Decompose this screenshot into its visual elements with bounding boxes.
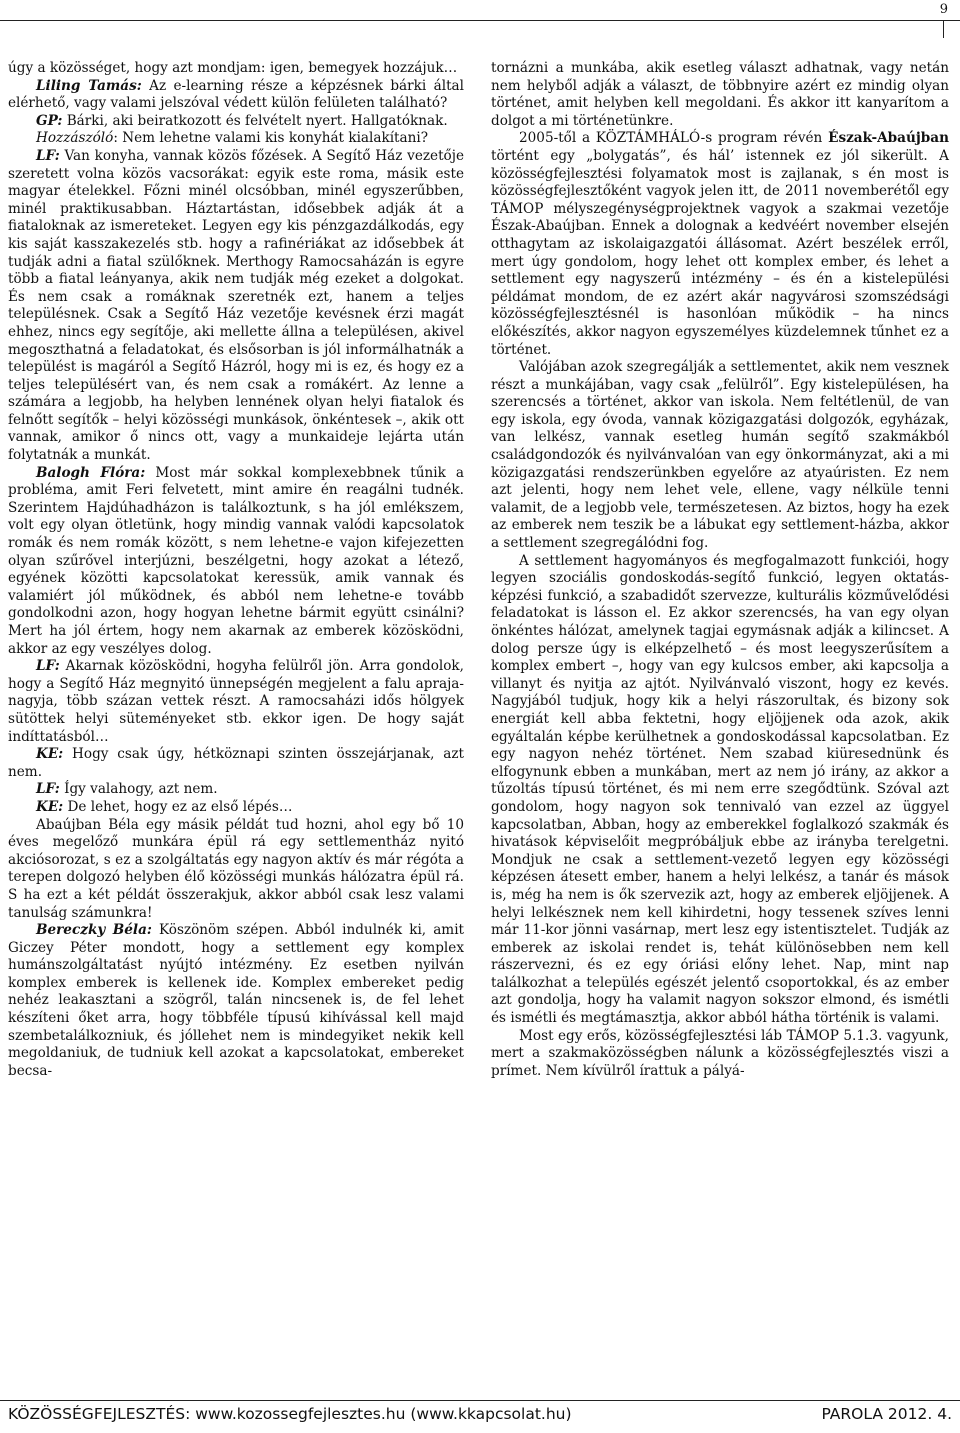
text-run: : Nem lehetne valami kis konyhát kialakítani? [113, 130, 429, 147]
text-run: 2005-től a KÖZTÁMHÁLÓ-s program révén [519, 130, 829, 147]
text-run: A settlement hagyományos és megfogalmazott funkciói, hogy legyen szociális gondoskodás-segítő funkció, legyen oktatás-képzési funkció, a szabadidőt szervezze, kulturális közművelődési feladatokat is lásson el. Ez akkor szerencsés, ha van egy olyan önkéntes hálózat, amelynek tagjai egymásnak adják a kilincset. A dolog persze úgy is elképzelhető – és most leegyszerűsítem a komplex embert –, hogy van egy kulcsos ember, aki kapcsolja a villanyt és nyitja az ajtót. Nyilvánvaló viszont, hogy ez kevés. Nagyjából tudjuk, hogy kik a helyi rászorultak, és bizony sok energiát kell abba fektetni, hogy eljöjjenek oda azok, akik egyáltalán képbe kerülhetnek a gondoskodással kapcsolatban. Ez egy nagyon nehéz történet. Nem szabad kiüresednünk és elfogynunk ebben a munkában, mert az nem jó irány, az akkor a tűzoltás típusú történet, és mi nem erre szegődtünk. Szóval azt gondolom, hogy nagyon sok tennivaló van ezzel az üggyel kapcsolatban, Abban, hogy az emberekkel foglalkozó szakmák és hivatások képviselőit megpróbáljuk ebbe az irányba terelgetni. Mondjuk ne csak a settlement-vezető legyen egy közösségi képzésen átesett ember, hanem a helyi lelkész, a tanár és mások is, még ha nem is ők szervezik azt, hogy az emberek eljöjjenek. A helyi lelkésznek nem kell kihirdetni, hogy tessenek szíves lenni már 11-kor jönni vasárnap, mert lesz egy istentisztelet. Tudják az emberek az iskolai rendet is, tehát különösebben nem kell rászervezni, és ez egy óriási előny lehet. Nap, mint nap találkozhat a település egészét jelentő csoportokkal, és az ember azt gondolja, hogy ha valamit nagyon sokszor elmond, és ismétli és ismétli és megtámasztja, akkor abból hátha történik is valami. [491, 552, 949, 1027]
text-run: történt egy „bolygatás”, és hál’ istennek ez jól sikerült. A közösségfejlesztési folyamatok most is zajlanak, s én most is közösségfejlesztőként vagyok jelen itt, de 2011 novemberétől egy TÁMOP mélyszegénységprojektnek vagyok a szakmai vezetője Észak-Abaújban. Ennek a dolognak a kedvéért november elsején otthagytam az iskolaigazgatói állásomat. Azért beszélek erről, mert úgy gondolom, hogy lehet ott komplex ember, és lehet a settlement egy nagyszerű intézmény – és én a kistelepülési példámat mondom, de ez azért akár nagyvárosi szomszédsági közösségfejlesztésnél is hasonlóan működik – ha nincs előkészítés, akkor nagyon egyszemélyes küzdelemnek tűnhet ez a történet. [491, 147, 949, 358]
footer-rule [0, 1400, 960, 1401]
paragraph [8, 658, 464, 746]
header-rule [0, 20, 960, 21]
speaker-name: Liling Tamás: [36, 77, 142, 94]
text-run: Abaújban Béla egy másik példát tud hozni, ahol egy bő 10 éves megelőző munkára épül rá egy settlementház nyitó akciósorozat, s ez a szolgáltatás egy nagyon aktív és már régóta a terepen dolgozó helyben élő közösségi munkás hálózatra épül rá. S ha ezt a két példát összerakjuk, akkor abból csak lesz valami tanulság számunkra! [8, 816, 464, 921]
speaker-name: KE: [36, 746, 64, 763]
paragraph [8, 746, 464, 781]
speaker-name: KE: [36, 798, 64, 815]
paragraph [491, 1028, 949, 1081]
paragraph [491, 130, 949, 359]
speaker-name: Balogh Flóra: [36, 464, 146, 481]
paragraph [8, 113, 464, 131]
footer [8, 1405, 952, 1429]
paragraph [8, 922, 464, 1080]
text-run: Az e-learning része a képzésnek bárki által elérhető, vagy valami jelszóval védett külön felületen található? [8, 77, 464, 112]
paragraph [8, 130, 464, 148]
paragraph [8, 817, 464, 923]
footer-journal-title: KÖZÖSSÉGFEJLESZTÉS: www.kozossegfejlesztes.hu (www.kkapcsolat.hu) [8, 1405, 572, 1423]
text-run: Hogy csak úgy, hétköznapi szinten összejárjanak, azt nem. [8, 746, 464, 780]
text-run: Valójában azok szegregálják a settlementet, akik nem vesznek részt a munkájában, vagy csak „felülről”. Egy kistelepülésen, ha szerencsés a történet, akkor van iskola. Nem feltétlenül, de van egy iskola, egy óvoda, vannak közigazgatási dolgozók, egyházak, van lelkész, vannak esetleg humán segítő szakmákból családgondozók és nyilvánvalóan van egy önkormányzat, aki a mi közigazgatási rendszerünkben egyelőre az atyaúristen. Ez nem azt jelenti, hogy nem lehet vele, ellene, vagy nélküle tenni valamit, de a legjobb vele, természetesen. Az biztos, hogy ha ezek az emberek nem teszik be a lábukat egy settlement-házba, akkor a settlement szegregálódni fog. [491, 359, 949, 552]
left-column [8, 60, 464, 1080]
paragraph [491, 553, 949, 1028]
paragraph [8, 465, 464, 659]
text-run: Köszönöm szépen. Abból indulnék ki, amit Giczey Péter mondott, hogy a settlement egy komplex humánszolgáltatást nyújtó intézmény. Ez esetben nyilván komplex emberek is kellenek ide. Komplex embereket pedig nehéz leakasztani a szögről, talán nincsenek is, de fel lehet készíteni őket arra, hogy többféle típusú kihívással kell majd szembetalálkozniuk, és jóllehet nem is mindegyiket nekik kell megoldaniuk, de tudniuk kell azokat a kapcsolatokat, embereket becsa- [8, 922, 465, 1079]
text-run: Így valahogy, azt nem. [59, 781, 218, 798]
speaker-name: LF: [36, 658, 60, 675]
text-run: Most már sokkal komplexebbnek tűnik a probléma, amit Feri felvetett, mint amire én reagálni tudnék. Szerintem Hajdúhadházon is találkoztunk, s ha jól emlékszem, volt egy olyan ötletünk, hogy mindig vannak valódi kapcsolatok romák és nem romák között, s nem lehetne-e vajon kifejezetten olyan szűrővel interjúzni, beszélgetni, hogy azokat a létező, egyének közötti kapcsolatokat keressük, amik vannak és valamiért jól működnek, és abból nem lehetne-e tovább gondolkodni azon, hogy hogyan lehetne bármit együtt csinálni? Mert ha jól értem, hogy nem akarnak az emberek közösködni, akkor az egy veszélyes dolog. [8, 464, 464, 657]
speaker-name: Hozzászóló [36, 130, 114, 147]
footer-issue: PAROLA 2012. 4. [821, 1405, 952, 1423]
paragraph [8, 148, 464, 465]
speaker-name: GP: [36, 112, 63, 129]
paragraph [8, 78, 464, 113]
speaker-name: Bereczky Béla: [36, 922, 152, 939]
text-run: Bárki, aki beiratkozott és felvételt nyert. Hallgatóknak. [62, 112, 448, 129]
emphasis-text: Észak-Abaújban [828, 130, 949, 147]
text-run: úgy a közösséget, hogy azt mondjam: igen, bemegyek hozzájuk… [8, 60, 458, 76]
text-run: Akarnak közösködni, hogyha felülről jön. Arra gondolok, hogy a Segítő Ház megnyitó ünnepségén megjelent a falu apraja-nagyja, több százan vettek részt. A ramocsaházi idős hölgyek sütöttek helyi süteményeket stb. ekkor igen. De hogy saját indíttatásból… [8, 658, 464, 745]
right-column [491, 60, 949, 1080]
page-number: 9 [939, 2, 948, 17]
paragraph [491, 359, 949, 553]
paragraph [8, 60, 464, 78]
text-run: Most egy erős, közösségfejlesztési láb TÁMOP 5.1.3. vagyunk, mert a szakmaközösségben nálunk a közösségfejlesztés viszi a prímet. Nem kívülről írattuk a pályá- [491, 1027, 949, 1079]
header-rule-end [943, 20, 944, 38]
speaker-name: LF: [36, 781, 60, 798]
speaker-name: LF: [36, 147, 60, 164]
paragraph [8, 799, 464, 817]
paragraph [491, 60, 949, 130]
text-run: tornázni a munkába, akik esetleg választ adhatnak, vagy netán nem helyből adják a választ, de többnyire azért ez mindig olyan történet, amit helyben kell megoldani. És akkor itt kanyarítom a dolgot a mi történetünkre. [491, 60, 949, 129]
paragraph [8, 781, 464, 799]
text-run: De lehet, hogy ez az első lépés… [63, 798, 293, 815]
text-run: Van konyha, vannak közös főzések. A Segítő Ház vezetője szeretett volna közös vacsorákat: egyik este roma, másik este magyar ételekkel. Főzni minél olcsóbban, minél egyszerűbben, minél praktikusabban. Háztartástan, idősebbek adják át a fiataloknak az ismereteket. Legyen egy kis pénzgazdálkodás, egy kis saját kasszakezelés stb. hogy a rafinériákat az idősebbek át tudják adni a fiatal szülőknek. Merthogy Ramocsaházán is egyre több a fiatal leányanya, akik nem tudják még ezeket a dolgokat. És nem csak a romáknak szeretnék ezt, hanem a teljes településnek. Csak a Segítő Ház vezetője kevésnek érzi magát ehhez, nincs egy segítője, aki mellette állna a településen, akivel megoszthatná a feladatokat, és elsősorban is jól informálhatnák a települést is magáról a Segítő Házról, hogy mi is ez, és hogy ez a teljes településért van, és nem csak a romákért. Az lenne a számára a legjobb, ha helyben lennének olyan helyi fiatalok és felnőtt segítők – helyi közösségi munkások, önkéntesek –, akik ott vannak, amikor ő nincs ott, vagy a munkaideje lejárta után folytatnák a munkát. [8, 147, 464, 464]
